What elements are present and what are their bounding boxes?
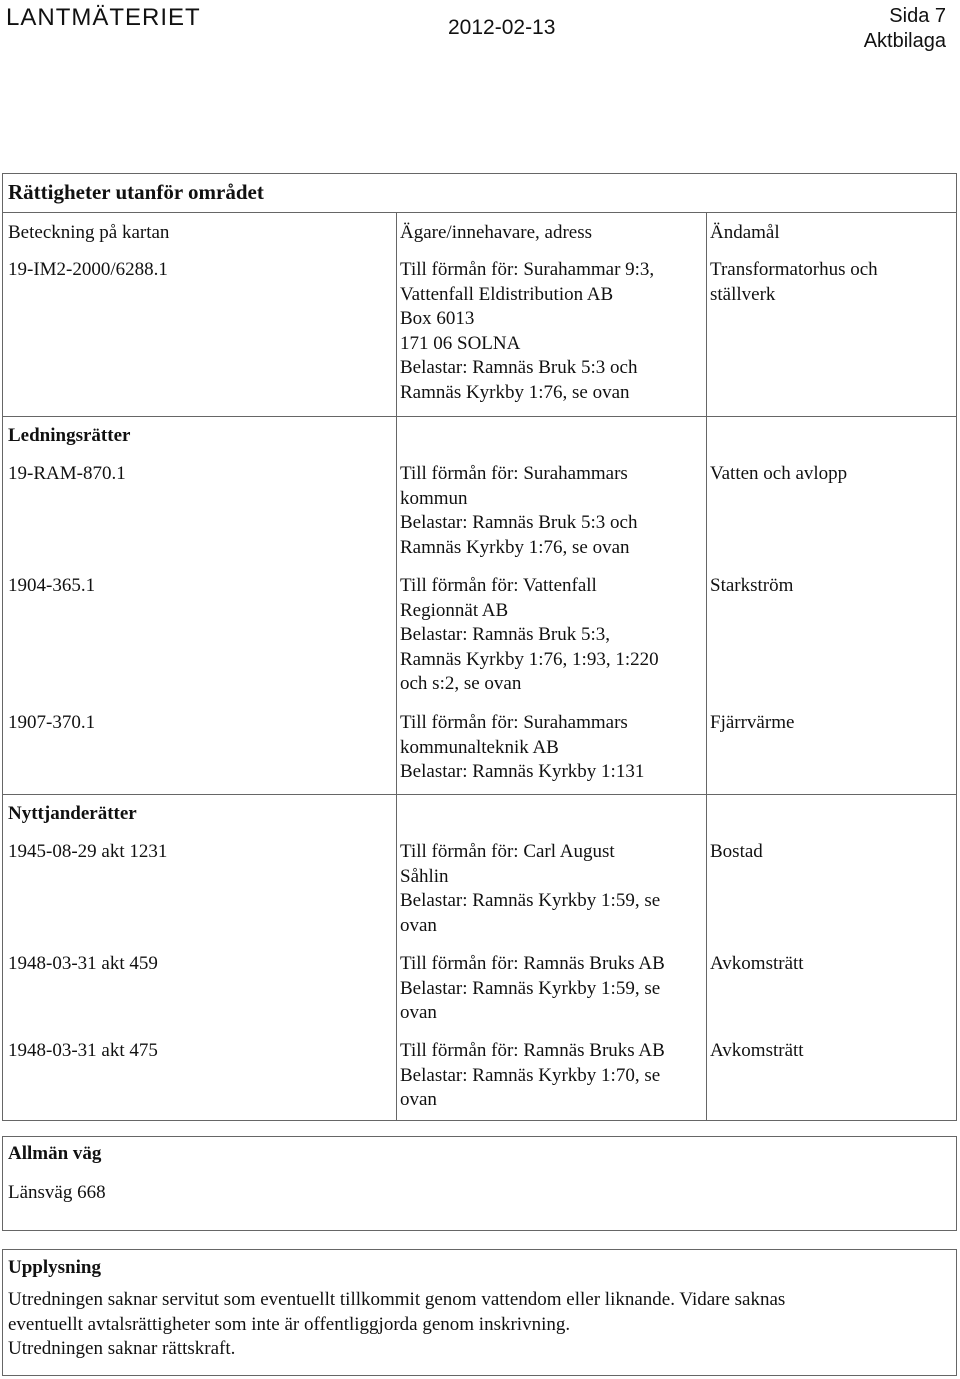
- owner-line: Till förmån för: Carl August: [400, 841, 615, 862]
- owner-line: Belastar: Ramnäs Kyrkby 1:131: [400, 761, 645, 783]
- owner-line: Till förmån för: Surahammars: [400, 463, 628, 484]
- info-line: Utredningen saknar rättskraft.: [8, 1338, 236, 1360]
- table-row-purpose: Vatten och avlopp: [710, 463, 848, 484]
- owner-line: ovan: [400, 914, 437, 936]
- owner-line: Ramnäs Kyrkby 1:76, se ovan: [400, 381, 630, 403]
- purpose-line: Transformatorhus och: [710, 259, 878, 280]
- owner-line: Till förmån för: Surahammars: [400, 712, 628, 733]
- public-road-heading: Allmän väg: [8, 1143, 102, 1164]
- subsection-heading-nyttjanderatter: Nyttjanderätter: [8, 803, 137, 824]
- page-info: [864, 4, 946, 54]
- info-line: Utredningen saknar servitut som eventuellt tillkommit genom vattendom eller liknande. Vidare saknas: [8, 1289, 786, 1310]
- subsection-heading-ledningsratter: Ledningsrätter: [8, 425, 131, 446]
- owner-line: Belastar: Ramnäs Kyrkby 1:70, se: [400, 1064, 661, 1086]
- column-divider: [396, 212, 397, 416]
- table-row-id: 19-IM2-2000/6288.1: [8, 259, 168, 280]
- table-row-id: 1948-03-31 akt 475: [8, 1040, 158, 1061]
- table-row-id: 1948-03-31 akt 459: [8, 953, 158, 974]
- table-row-owner: [400, 711, 644, 785]
- section-title: Rättigheter utanför området: [8, 180, 264, 204]
- row-divider: [2, 416, 957, 417]
- owner-line: Regionnät AB: [400, 599, 509, 621]
- owner-line: Till förmån för: Vattenfall: [400, 575, 597, 596]
- table-row-owner: [400, 462, 637, 560]
- attachment-label: Aktbilaga: [863, 30, 946, 52]
- table-row-purpose: Bostad: [710, 841, 763, 862]
- owner-line: Belastar: Ramnäs Bruk 5:3 och: [400, 512, 638, 534]
- table-row-owner: [400, 840, 660, 938]
- owner-line: ovan: [400, 1089, 437, 1111]
- info-heading: Upplysning: [8, 1257, 101, 1278]
- table-row-purpose: Avkomsträtt: [710, 953, 804, 974]
- owner-line: 171 06 SOLNA: [400, 332, 521, 354]
- owner-line: och s:2, se ovan: [400, 673, 522, 695]
- table-row-id: 1945-08-29 akt 1231: [8, 841, 168, 862]
- owner-line: Box 6013: [400, 308, 475, 330]
- document-date: 2012-02-13: [448, 16, 556, 39]
- owner-line: Belastar: Ramnäs Bruk 5:3 och: [400, 357, 638, 379]
- owner-line: Vattenfall Eldistribution AB: [400, 283, 614, 305]
- row-divider: [2, 794, 957, 795]
- organization-name: LANTMÄTERIET: [6, 4, 201, 31]
- column-header-purpose: Ändamål: [710, 222, 780, 243]
- column-divider: [706, 794, 707, 1120]
- table-row-purpose: Avkomsträtt: [710, 1040, 804, 1061]
- owner-line: Till förmån för: Ramnäs Bruks AB: [400, 953, 665, 974]
- column-divider: [396, 794, 397, 1120]
- owner-line: kommunalteknik AB: [400, 736, 559, 758]
- page-number: Sida 7: [889, 5, 946, 27]
- info-text: [8, 1288, 785, 1362]
- owner-line: Belastar: Ramnäs Kyrkby 1:59, se: [400, 977, 661, 999]
- table-row-id: 1904-365.1: [8, 575, 96, 596]
- table-row-purpose: [710, 258, 878, 307]
- table-row-owner: [400, 258, 654, 406]
- owner-line: ovan: [400, 1002, 437, 1024]
- table-row-purpose: Fjärrvärme: [710, 712, 795, 733]
- owner-line: Såhlin: [400, 865, 449, 887]
- table-row-id: 1907-370.1: [8, 712, 96, 733]
- public-road-value: Länsväg 668: [8, 1182, 106, 1203]
- owner-line: kommun: [400, 487, 468, 509]
- owner-line: Ramnäs Kyrkby 1:76, 1:93, 1:220: [400, 648, 659, 670]
- column-header-designation: Beteckning på kartan: [8, 222, 170, 243]
- table-row-id: 19-RAM-870.1: [8, 463, 126, 484]
- owner-line: Till förmån för: Surahammar 9:3,: [400, 259, 655, 280]
- owner-line: Belastar: Ramnäs Bruk 5:3,: [400, 624, 611, 646]
- column-divider: [706, 416, 707, 794]
- row-divider: [2, 212, 957, 213]
- table-row-owner: [400, 1039, 665, 1113]
- column-divider: [706, 212, 707, 416]
- table-row-owner: [400, 574, 659, 697]
- column-header-owner: Ägare/innehavare, adress: [400, 222, 593, 243]
- column-divider: [396, 416, 397, 794]
- table-row-purpose: Starkström: [710, 575, 794, 596]
- purpose-line: ställverk: [710, 283, 776, 305]
- table-row-owner: [400, 952, 665, 1026]
- public-road-box: [2, 1136, 957, 1231]
- owner-line: Ramnäs Kyrkby 1:76, se ovan: [400, 536, 630, 558]
- info-line: eventuellt avtalsrättigheter som inte är offentliggjorda genom inskrivning.: [8, 1313, 571, 1335]
- owner-line: Till förmån för: Ramnäs Bruks AB: [400, 1040, 665, 1061]
- page-header: [0, 0, 960, 60]
- owner-line: Belastar: Ramnäs Kyrkby 1:59, se: [400, 890, 661, 912]
